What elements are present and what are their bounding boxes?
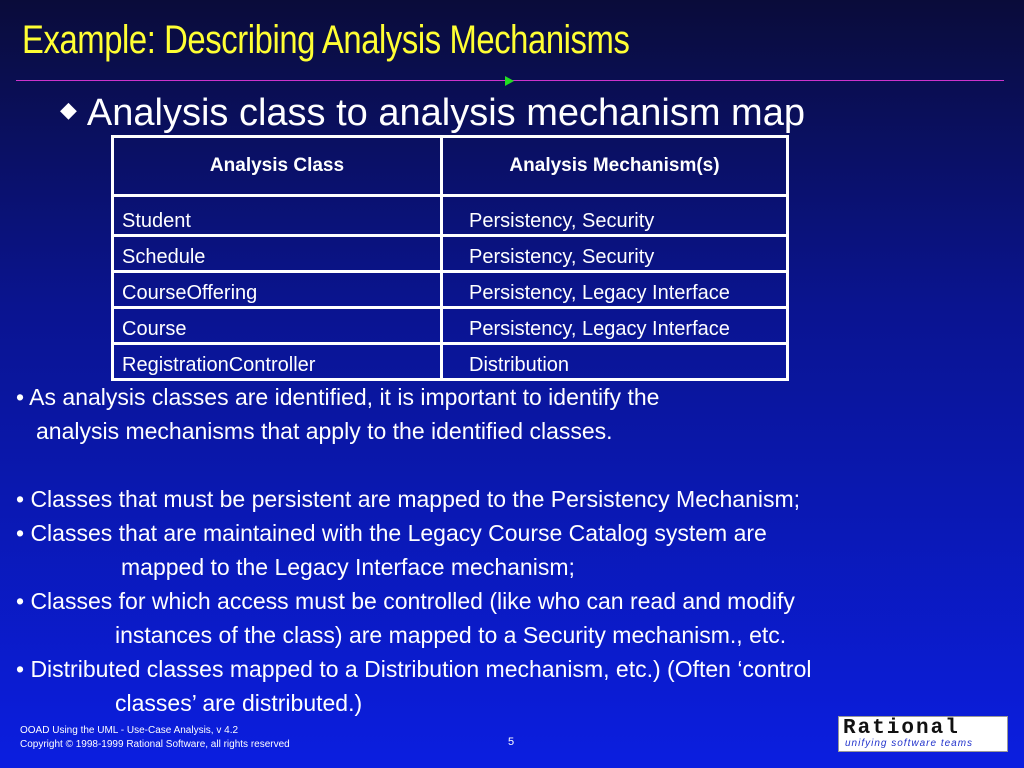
bullet-line: • Classes that are maintained with the Legacy Course Catalog system are xyxy=(16,520,767,546)
table-row xyxy=(113,236,788,272)
table-cell-class: CourseOffering xyxy=(113,272,442,308)
header-analysis-class: Analysis Class xyxy=(113,137,442,196)
bullet-line: mapped to the Legacy Interface mechanism; xyxy=(121,554,575,580)
table-row xyxy=(113,308,788,344)
bullet-line: instances of the class) are mapped to a Security mechanism., etc. xyxy=(115,622,787,648)
logo-word: Rational xyxy=(843,717,960,740)
slide-title: Example: Describing Analysis Mechanisms xyxy=(22,18,630,62)
logo-tagline: unifying software teams xyxy=(845,738,974,749)
rational-logo xyxy=(838,716,1008,752)
table-cell-class: Student xyxy=(113,196,442,236)
table-cell-mechanism: Persistency, Security xyxy=(442,236,788,272)
table-cell-mechanism: Persistency, Security xyxy=(442,196,788,236)
mechanism-map-table xyxy=(111,135,789,381)
table-row xyxy=(113,344,788,380)
table-cell-class: Schedule xyxy=(113,236,442,272)
table-row xyxy=(113,272,788,308)
bullet-line: analysis mechanisms that apply to the identified classes. xyxy=(36,418,613,444)
table-cell-class: RegistrationController xyxy=(113,344,442,380)
bullet-line: • Classes for which access must be controlled (like who can read and modify xyxy=(16,588,795,614)
table-cell-mechanism: Persistency, Legacy Interface xyxy=(442,272,788,308)
subtitle xyxy=(60,84,805,139)
page-number: 5 xyxy=(508,736,515,748)
bullet-list xyxy=(16,380,1016,720)
table-cell-mechanism: Persistency, Legacy Interface xyxy=(442,308,788,344)
footer-course: OOAD Using the UML - Use-Case Analysis, v 4.2 xyxy=(20,725,239,736)
table-header-row xyxy=(113,137,788,196)
bullet-spacer xyxy=(16,448,1016,482)
table-row xyxy=(113,196,788,236)
subtitle-text: Analysis class to analysis mechanism map xyxy=(86,92,805,134)
bullet-line: • Classes that must be persistent are mapped to the Persistency Mechanism; xyxy=(16,486,801,512)
diamond-bullet-icon: ◆ xyxy=(60,97,77,122)
bullet-line: • Distributed classes mapped to a Distribution mechanism, etc.) (Often ‘control xyxy=(16,656,812,682)
table-cell-mechanism: Distribution xyxy=(442,344,788,380)
footer xyxy=(20,724,290,752)
bullet-line: classes’ are distributed.) xyxy=(115,690,363,716)
header-analysis-mechanisms: Analysis Mechanism(s) xyxy=(442,137,788,196)
footer-copyright: Copyright © 1998-1999 Rational Software, all rights reserved xyxy=(20,739,290,750)
bullet-line: • As analysis classes are identified, it is important to identify the xyxy=(16,384,660,410)
table-cell-class: Course xyxy=(113,308,442,344)
